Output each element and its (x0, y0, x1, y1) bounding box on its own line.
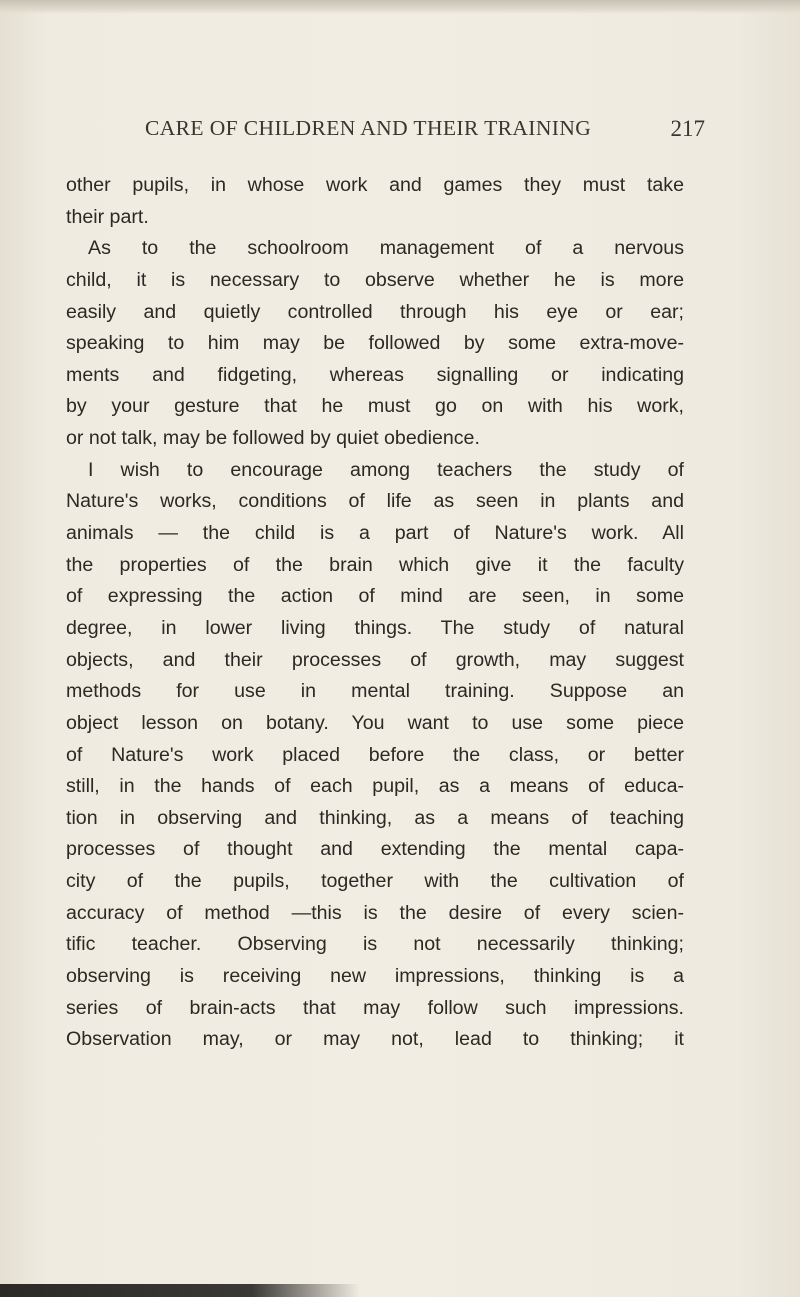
text-line: animals — the child is a part of Nature's work. All (66, 522, 684, 545)
running-header (145, 116, 705, 150)
text-line: Nature's works, conditions of life as seen in plants and (66, 490, 684, 513)
text-line: city of the pupils, together with the cultivation of (66, 870, 684, 893)
text-line: series of brain-acts that may follow such impressions. (66, 996, 684, 1019)
text-line: of Nature's work placed before the class, or better (66, 743, 684, 766)
text-line: tion in observing and thinking, as a means of teaching (66, 806, 684, 829)
text-line: accuracy of method —this is the desire of every scien- (66, 901, 684, 924)
body-text (66, 170, 684, 1056)
text-line: speaking to him may be followed by some extra-move- (66, 332, 684, 355)
text-line: child, it is necessary to observe whether he is more (66, 268, 684, 291)
text-line: object lesson on botany. You want to use some piece (66, 711, 684, 734)
text-line: their part. (66, 205, 149, 228)
text-line: still, in the hands of each pupil, as a means of educa- (66, 775, 684, 798)
text-line: As to the schoolroom management of a nervous (88, 237, 684, 260)
running-title: CARE OF CHILDREN AND THEIR TRAINING (145, 116, 592, 140)
text-line: easily and quietly controlled through his eye or ear; (66, 300, 684, 323)
text-line: other pupils, in whose work and games they must take (66, 174, 684, 196)
text-line: ments and fidgeting, whereas signalling or indicating (66, 363, 684, 386)
page-bottom-edge (0, 1284, 360, 1297)
text-line: methods for use in mental training. Suppose an (66, 680, 684, 703)
text-line: of expressing the action of mind are seen, in some (66, 585, 684, 608)
text-line: the properties of the brain which give it the faculty (66, 553, 684, 576)
text-line: processes of thought and extending the mental capa- (66, 838, 684, 861)
text-line: objects, and their processes of growth, may suggest (66, 648, 684, 671)
text-line: Observation may, or may not, lead to thinking; it (66, 1028, 684, 1051)
text-line: tific teacher. Observing is not necessarily thinking; (66, 933, 684, 956)
page-number: 217 (670, 116, 705, 141)
text-line: or not talk, may be followed by quiet obedience. (66, 427, 480, 450)
text-line: observing is receiving new impressions, thinking is a (66, 965, 684, 988)
page-top-edge (0, 0, 800, 14)
text-line: degree, in lower living things. The study of natural (66, 616, 684, 639)
text-line: by your gesture that he must go on with his work, (66, 395, 684, 418)
text-line: I wish to encourage among teachers the study of (88, 458, 684, 481)
